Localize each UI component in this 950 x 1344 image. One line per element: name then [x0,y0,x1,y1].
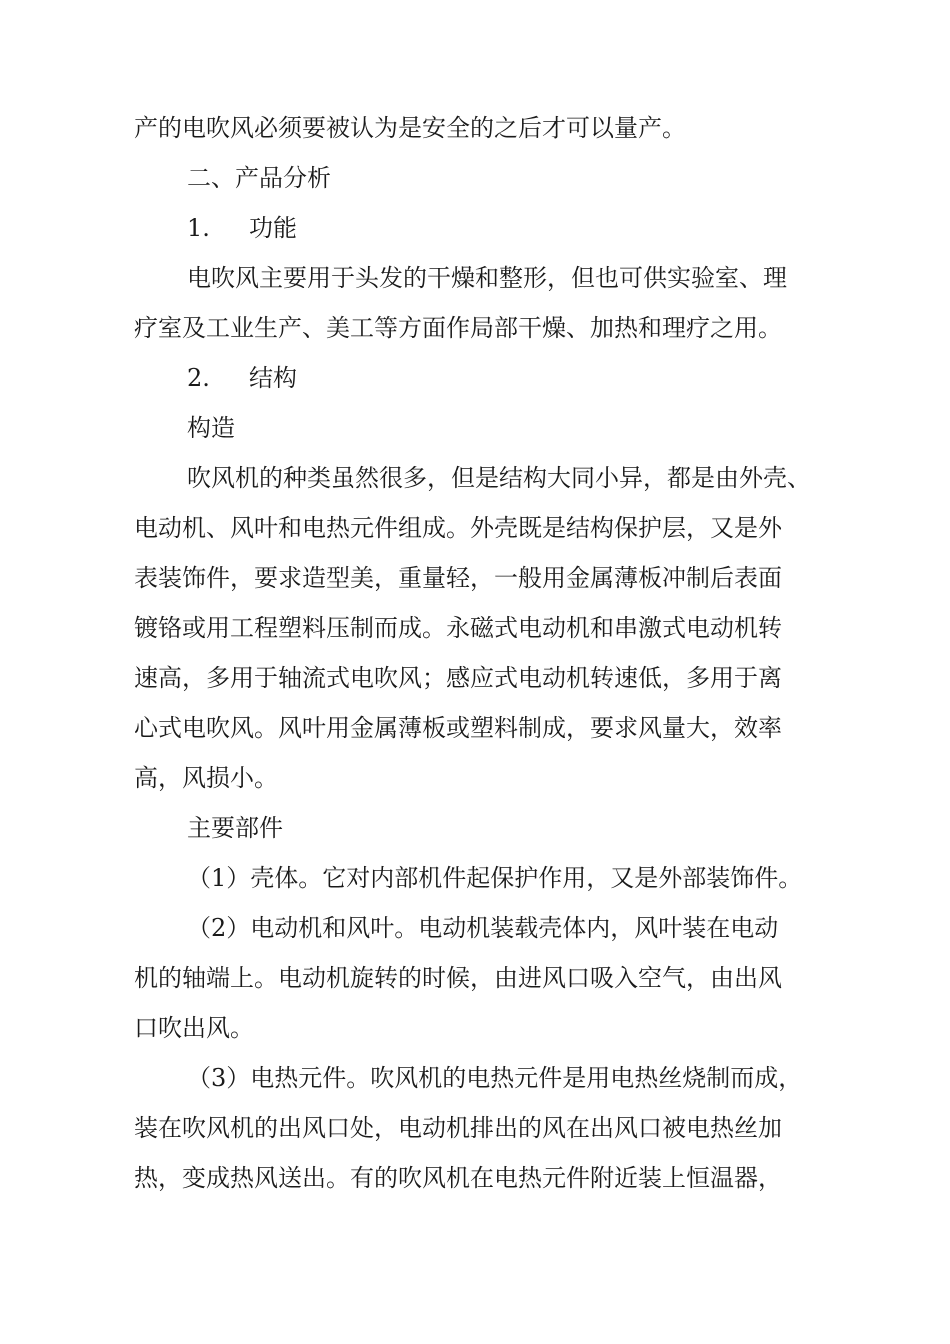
paragraph-line: （1）壳体。它对内部机件起保护作用，又是外部装饰件。 [187,864,803,892]
item-title: 功能 [249,214,297,242]
paragraph-line: 疗室及工业生产、美工等方面作局部干燥、加热和理疗之用。 [134,314,782,342]
paragraph-line: 速高，多用于轴流式电吹风；感应式电动机转速低，多用于离 [134,664,782,692]
paragraph-line: （3）电热元件。吹风机的电热元件是用电热丝烧制而成， [187,1064,803,1092]
paragraph-line: 表装饰件，要求造型美，重量轻，一般用金属薄板冲制后表面 [134,564,782,592]
paragraph-line: 热，变成热风送出。有的吹风机在电热元件附近装上恒温器， [134,1164,782,1192]
item-number: 1. [187,214,210,242]
paragraph-line: 电吹风主要用于头发的干燥和整形，但也可供实验室、理 [187,264,787,292]
paragraph-line: 心式电吹风。风叶用金属薄板或塑料制成，要求风量大，效率 [134,714,782,742]
paragraph-line: （2）电动机和风叶。电动机装载壳体内，风叶装在电动 [187,914,779,942]
paragraph-line: 机的轴端上。电动机旋转的时候，由进风口吸入空气，由出风 [134,964,782,992]
item-title: 结构 [249,364,297,392]
subsection-heading-function [187,212,297,244]
paragraph-line: 口吹出风。 [134,1014,254,1042]
paragraph-line: 吹风机的种类虽然很多，但是结构大同小异，都是由外壳、 [187,464,811,492]
subsection-heading-structure [187,362,297,394]
paragraph-line: 镀铬或用工程塑料压制而成。永磁式电动机和串激式电动机转 [134,614,782,642]
sub-heading: 构造 [187,414,235,442]
paragraph-line: 产的电吹风必须要被认为是安全的之后才可以量产。 [134,114,686,142]
paragraph-line: 装在吹风机的出风口处，电动机排出的风在出风口被电热丝加 [134,1114,782,1142]
paragraph-line: 高，风损小。 [134,764,278,792]
item-number: 2. [187,364,210,392]
sub-heading: 主要部件 [187,814,283,842]
paragraph-line: 电动机、风叶和电热元件组成。外壳既是结构保护层，又是外 [134,514,782,542]
section-heading: 二、产品分析 [187,164,331,192]
